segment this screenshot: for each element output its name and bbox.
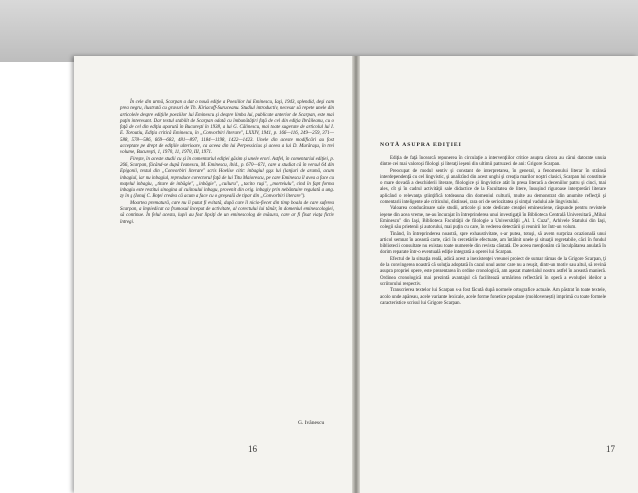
right-paragraph: Tinând, în întreprinderea noastră, spre exhaustivitate, s-ar putea, totuşi, să avem surpriza ocazională unui articol semnat în această carte, căci în cercetările efectuate, am întâlnit unele şi situaţii regretabile, căci în fondul bibliotecii consultate nu existau toate numerele din revista căutată. De aceea menţionăm că înculpătarea anulată în dorim reparate într-o eventuală ediţie integrată a operei lui Scarpan. [380,231,606,256]
left-page [74,56,354,493]
left-page-body [120,100,334,226]
scan-top-edge [0,0,638,62]
right-page-body [380,156,606,307]
left-paragraph: Moartea prematură, care nu îi putut fi evitată, după care îl nicio-fiecet din timp boala de care suferea Scarpan, a împiedicat ca frumosul început de activitate, al corectului lui tânăr, în domeniul eminescologiei, să continue. În felul acesta, lupii au fost lipsiţi de un eminescolog de măsura, care ar fi fixat viaţa fictiv întregi. [120,200,334,225]
right-paragraph: Valoarea conducătoare sale studii, articole şi note dedicate creaţiei eminesciene, răspunde pentru revistele ieşene din acea vreme, ne-au încurajat în întreprinderea unui investigaţii în Biblioteca Centrală Universitară „Mihai Eminescu" din Iaşi, Biblioteca Facultăţii de filologie a Universităţii „Al. I. Cuza", Arhivele Statului din Iaşi, colegii său prietenii şi autorului, mai puţin cu care, în vederea detectării şi reunirii lor într-un volum. [380,206,606,231]
author-signature: G. Ivănescu [298,420,325,426]
section-heading: NOTĂ ASUPRA EDIŢIEI [380,142,462,148]
left-paragraph: În cele din urmă, Scarpan a dat o nouă ediţie a Poesiilor lui Eminescu, Iaşi, 1943, splendid, deşi cam prea negru, ilustrată cu gravuri de Th. Kiriacoff-Suruceanu. Studiul introductiv, necesar să repete unele din articolele despre ediţiile poeziilor lui Eminescu şi despre limba lui, publicate anterior de Scarpan, este mai puţin interesant. Dar textul stabilit de Scarpan odată cu îmbunătăţiri faţă de cel din ediţia Ibrăileanu, cu o faţă de cel din ediţia aparută în Bucureşti în 1938, a lui G. Călinescu, mai toate sugerate de articolul lui I. E. Toroutiu, Ediţia critică Eminescu, în „Convorbiri literare", LXXIV, 1941, p. 166—116, 249—259, 371—588, 578—586, 669—682, 481—897, 1184—1198, 1422—1423. Unele din aceste modificări au fost acceptate pe drept de ediţiile ulterioare, ca aceea din lui Perpessicius şi aceea a lui D. Murăraşu, în trei volume, Bucureşti, 1, 1970, 11, 1970, III, 1971. [120,100,334,156]
page-number-left: 16 [248,444,257,454]
right-page [358,56,638,493]
open-book [74,56,638,493]
right-paragraph: Efectul de la situaţia reală, adică acest a inexistenţei vreunei proiect de sumar rămas de la Grigore Scarpan, ţi de la convingerea noastră că soluţia adoptată în cazul unul autor care nu a reuşit, dintr-un motiv sau altul, să revină asupra propriei opere, este prezentarea în ordine cronologică, am aşezat materialul nostru astfel în această manieră. Ordinea cronologică mai prezintă avantajul că facilitează urmărirea reflectării în operă a evoluţiei ideilor a scriitorului respectiv. [380,256,606,287]
right-paragraph: Preocupat de modul sentiv şi constant de interpretarea, în general, a fenomenului literar în strânsă interdependenţă cu cel lingvistic, şi analizînd din acest unghi şi creaţia marilor noştri clasici, Scarpan lui constituie o mare dovadă a deschiderii literare, filologice şi lingvistice atât în presa literară a deceniilor patru şi cinci, mai ales, cît şi în cadrul activităţii sale didactice de la Facultatea de litere, însuşind riguroase interpretări literare aplicând o relevanţa ştiinţifică totdeauna din domeniul culturii, multe au demonstrat din anumite reflecţii şi comentarii inteligente ale criticului, distinsei, rara ori de seriozitatea şi simţul vadului ale lingvistului. [380,168,606,206]
page-number-right: 17 [606,444,615,454]
left-paragraph: Firește, în aceste studii cu și în comentariul ediţiei găsim și unele erori. Astfel, în comentariul ediţiei, p. 266, Scarpan, făcând-se după Ivanescu, M. Eminescu, ibid., p. 670—671, care a studiat că în versul 64 din Epigonii, textul din „Convorbiri literare" scris Hoelise citit: inbagiul şşşs lui (lanjuri de aramă, acum inbagiul, iar nu inbagiul, reproduce corectorul faţă de lui Titu Maiorescu, pe care Eminescu îl avea a face cu maţelul inbagiu, „titare de inbăgie", „inbăgie", „cuiluru", „tacito ruşi", „morteiulu", cind în fapt forma inbagiu este restitui sinogina al cuiitoului inbagu, provenit din orig. inbagiy prin nebântuire regulată a ung. zy în ş (Ionuj C. Boţei credea că acum a face cu o greşeală de tipar din „Convorbiri literare"). [120,156,334,200]
right-paragraph: Ediţia de faţă încearcă repunerea în circulaţie a intervenţiilor critice asupra cărora au cărui datorate unuia dintre cei mai valoroşi filologi şi literaţi ieşeni din ultimii patruzeci de ani: Grigore Scarpan. [380,156,606,168]
right-paragraph: Transcrierea textelor lui Scarpan s-a fost făcută după normele ortografice actuale. Am păstrat în toate textele, acolo unde apăreau, acele variante lexicale, acele forme fonetice populare (moldovenești) imprimă cu toate formele caracteristice scrisul lui Grigore Scarpan. [380,288,606,306]
